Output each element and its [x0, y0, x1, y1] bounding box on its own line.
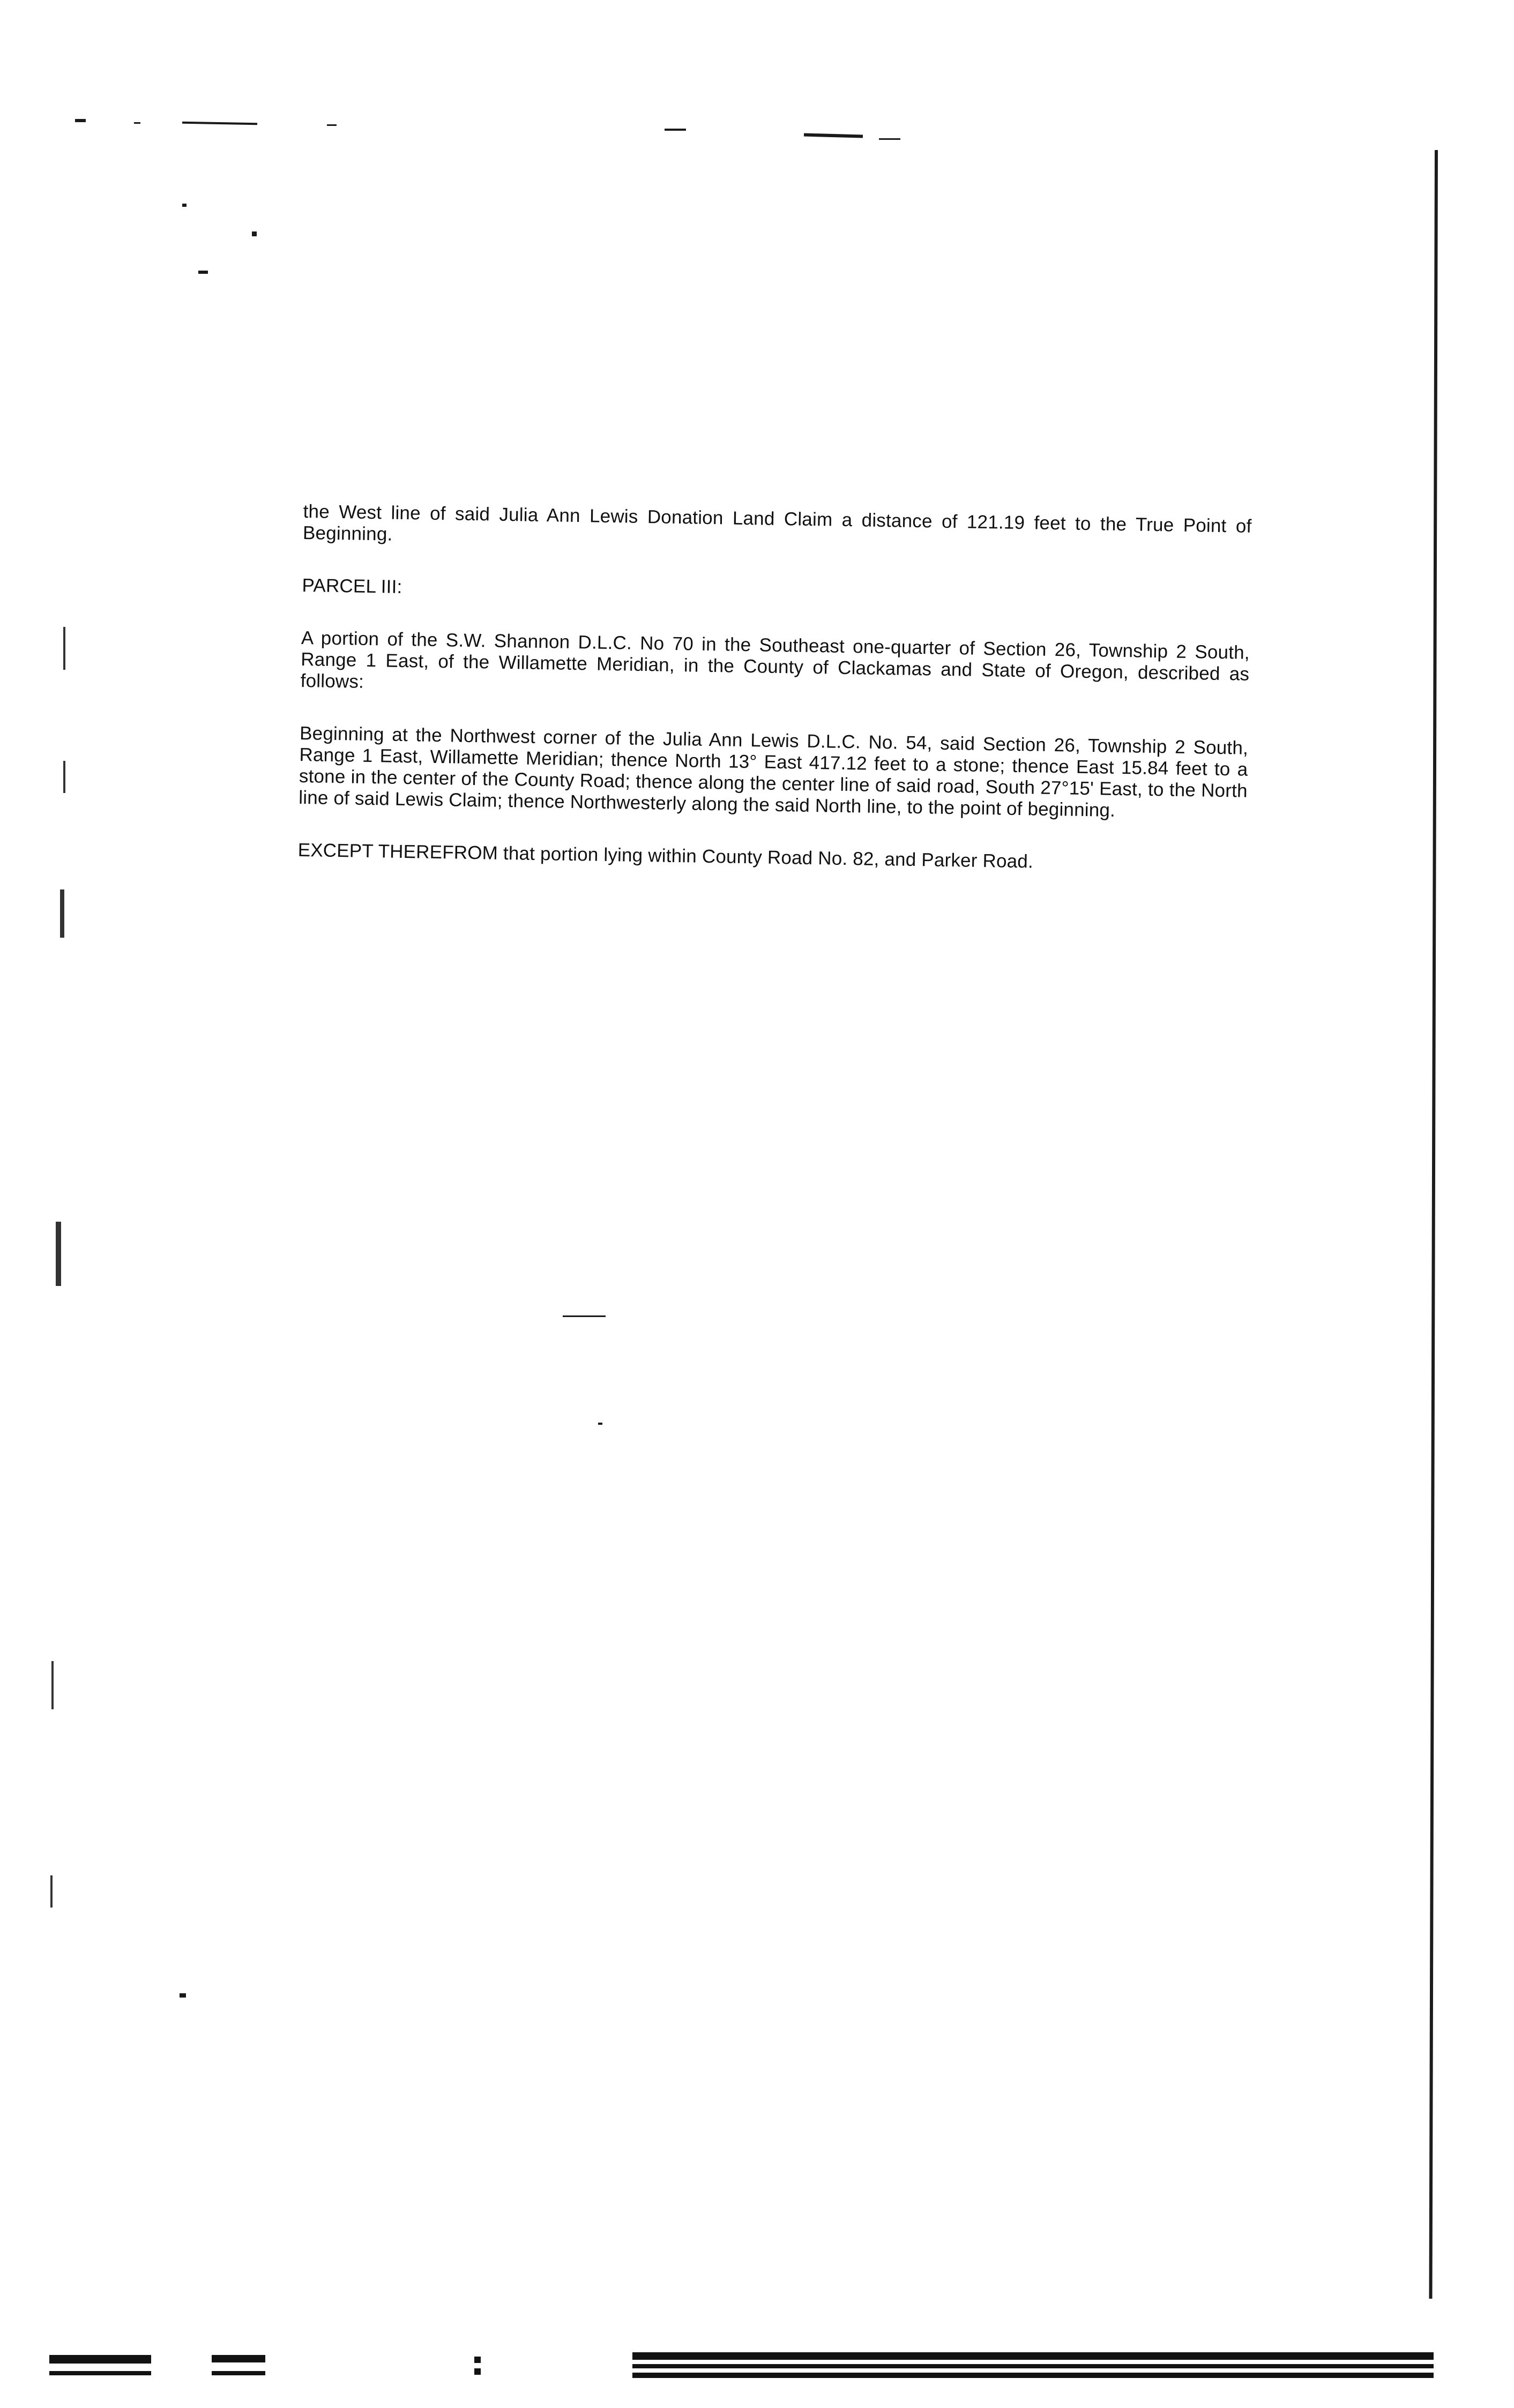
scan-artifact [63, 627, 65, 670]
bottom-scan-bar [474, 2368, 481, 2375]
scan-artifact [598, 1423, 602, 1425]
scan-artifact [60, 889, 64, 938]
bottom-scan-bar [632, 2352, 1434, 2360]
scan-artifact [51, 1661, 54, 1709]
bottom-scan-bar [212, 2371, 265, 2375]
bottom-scan-bar [632, 2373, 1434, 2378]
legal-description [297, 501, 1252, 907]
scan-artifact [182, 204, 187, 207]
paragraph-continuation: the West line of said Julia Ann Lewis Donation Land Claim a distance of 121.19 feet to the True Point of Beginning. [302, 501, 1252, 545]
scan-artifact [879, 138, 900, 140]
bottom-scan-bar [212, 2355, 265, 2362]
scan-artifact [134, 122, 140, 124]
paragraph-beginning: Beginning at the Northwest corner of the Julia Ann Lewis D.L.C. No. 54, said Section 26, Township 2 South, Range 1 East, Willamette Meridian; thence North 13° East 417.12 feet to a stone; thence East 15.84 feet to a stone in the center of the County Road; thence along the center line of said road, South 27°15' East, to the North line of said Lewis Claim; thence Northwesterly along the said North line, to the point of beginning. [298, 722, 1249, 821]
scan-artifact [182, 122, 257, 125]
scan-artifact [198, 271, 208, 274]
scan-artifact [75, 119, 86, 122]
scan-artifact [63, 761, 65, 793]
scan-artifact [804, 133, 863, 138]
bottom-scan-bar [474, 2357, 481, 2363]
scan-artifact [563, 1315, 606, 1317]
bottom-scan-bar [49, 2371, 151, 2375]
scan-artifact [327, 124, 337, 126]
scan-artifact [56, 1222, 61, 1286]
scan-artifact [252, 231, 257, 236]
page-right-edge [1429, 150, 1438, 2299]
bottom-scan-bar [632, 2364, 1434, 2368]
scan-artifact [665, 129, 686, 131]
paragraph-parcel-description: A portion of the S.W. Shannon D.L.C. No 70 in the Southeast one-quarter of Section 26, Township 2 South, Range 1 East, of the Willamette Meridian, in the County of Clackamas and State of Oregon, described as follows: [300, 627, 1250, 692]
bottom-scan-bar [49, 2355, 151, 2364]
scan-artifact [50, 1875, 53, 1908]
parcel-heading: PARCEL III: [302, 574, 402, 597]
scan-artifact [180, 1993, 186, 1998]
paragraph-except: EXCEPT THEREFROM that portion lying within County Road No. 82, and Parker Road. [297, 839, 1034, 872]
